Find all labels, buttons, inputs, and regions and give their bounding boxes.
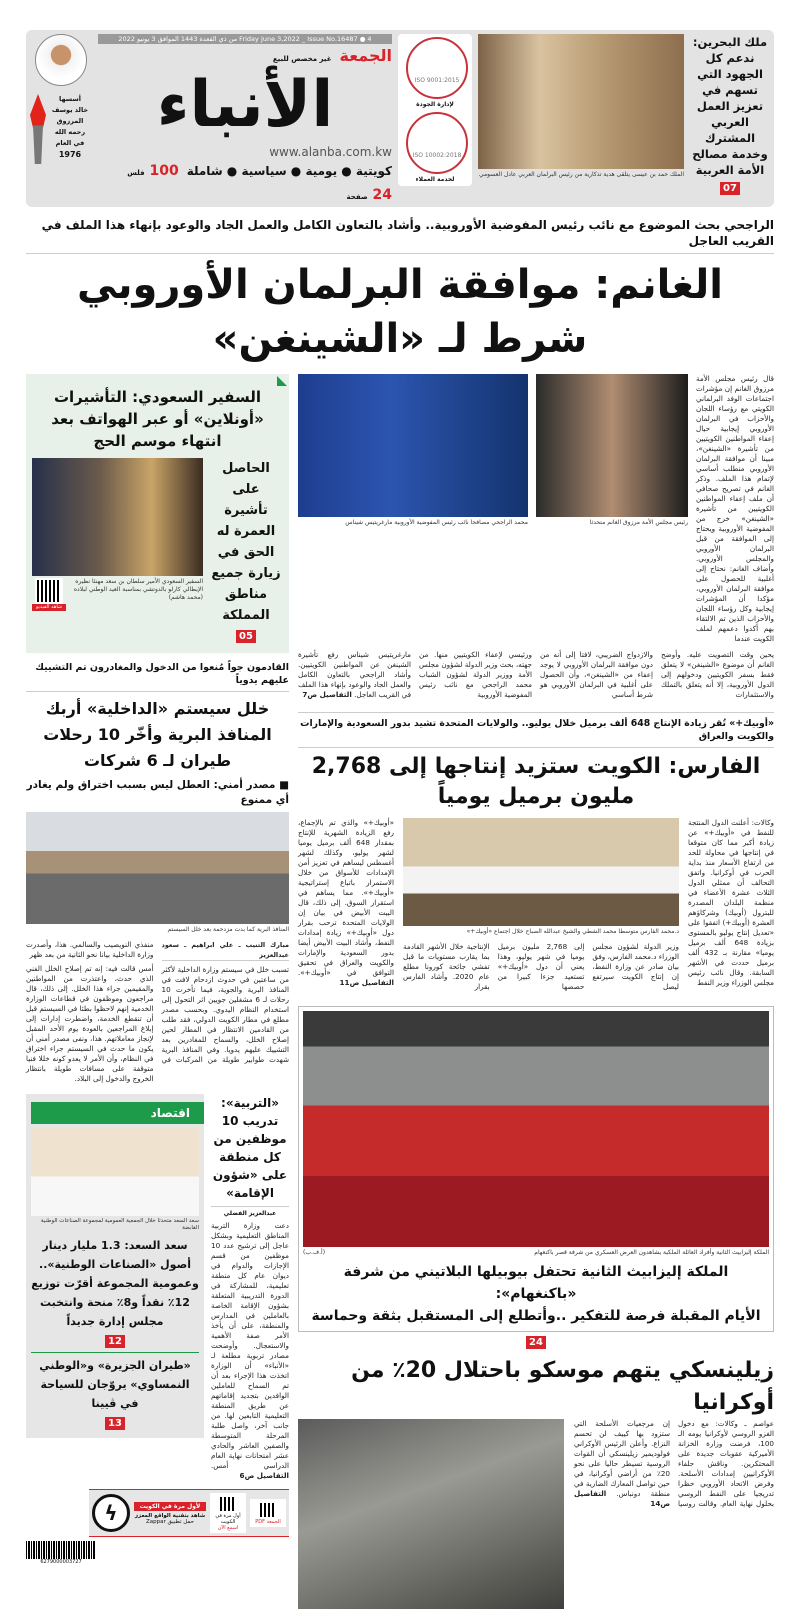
lead-body-text: مارغريتيس شيناس رفع تأشيرة الشينغن عن المواطنين الكويتيين. وأشاد الراجحي بالتعاون الكامل والعمل الجاد والوعود بإنهاء هذا الملف في القريب العاجل. [298, 650, 411, 699]
saudi-photo [32, 458, 203, 576]
ports-caption: المنافذ البرية كما بدت مزدحمة بعد خلل السيستم [167, 926, 289, 933]
iso-10002-seal [406, 112, 468, 174]
video-qr-code[interactable] [35, 578, 63, 604]
economy-page-tag[interactable]: 12 [105, 1335, 125, 1348]
opec-more-link[interactable]: التفاصيل ص11 [339, 978, 394, 987]
econ-edu-grid [26, 1094, 289, 1481]
ghanim-figure [536, 374, 688, 527]
lead-top-row [298, 374, 774, 644]
ports-subhead-text: مصدر أمني: العطل ليس بسبب اختراق ولم يغادر أي ممنوع [26, 779, 289, 806]
date-bar: Friday June 3,2022 _ Issue No.16487 ● 4 من ذي القعدة 1443 الموافق 3 يونيو 2022 [98, 34, 392, 44]
ukraine-headline[interactable]: زيلينسكي يتهم موسكو باحتلال 20٪ من أوكرانيا [351, 1358, 774, 1415]
saudi-side-column [209, 458, 283, 647]
education-headline[interactable]: «التربية»: تدريب 10 موظفين من كل منطقة على «شؤون الإقامة» [212, 1096, 288, 1200]
qr-audio-listen: اسمع الآن [217, 1525, 239, 1531]
royal-headline-1[interactable]: الملكة إليزابيث الثانية تحتفل بيوبيلها البلاتيني من شرفة «باكنغهام»: [343, 1264, 729, 1302]
ukraine-body-text: عواصم ـ وكالات: مع دخول الغزو الروسي لأوكرانيا يومه الـ 100، فرضت وزارة الخزانة الأميركية عقوبات جديدة على المحتكرين. وناقش حلفاء الأوكرانيين إمدادات الأسلحة. وفرض الاتحاد الأوروبي حظرا تدريجيا على النفط الروسي بحلول نهاية العام. وقالت روسيا إن مرجعيات الأسلحة التي ستزود بها كييف لن تحسم النزاع. وأعلن الرئيس الأوكراني فولوديمير زيلينسكي أن القوات الروسية تسيطر حاليا على نحو 20٪ من أراضي أوكرانيا، في حين تواصل المعارك الضارية في منطقة دونباس. [574, 1419, 774, 1508]
website: www.alanba.com.kw [269, 145, 392, 159]
airline-page-tag[interactable]: 13 [105, 1417, 125, 1430]
ports-byline: مبارك التنيب ـ علي ابراهيم ـ سعود عبدالعزيز [161, 941, 289, 959]
video-qr-label[interactable]: شاهد الفيديو [32, 604, 66, 611]
barcode-number: 6279000003727 [40, 1559, 82, 1565]
opec-row [298, 818, 774, 996]
ports-photo [26, 812, 289, 924]
lead-body-col5 [298, 650, 411, 700]
page-count-unit: صفحة [346, 193, 368, 201]
qr-code [258, 1501, 278, 1519]
price [127, 163, 178, 179]
qr-audio-label: أول مرة في الكويت [215, 1513, 241, 1525]
ports-body-right: تسبب خلل في سيستم وزارة الداخلية لأكثر من ساعتين في حدوث ازدحام لافت في المنافذ البرية والجوية، فيما تأخرت 10 رحلات لـ 6 مشغلين جويين اثر التحول إلى استخدام النظام اليدوي. وبحسب مصدر مطلع في مطار الكويت الدولي، فقد طلب من القادمين الانتظار في المطار لحين إصلاح الخلل، والسماح للمغادرين بعد التشييك عليهم يدويا. وفي المنافذ البرية شهدت طوابير طويلة من المركبات في منفذي النويصيب والسالمي. هذا، وأصدرت وزارة الداخلية بيانا نحو الثانية من بعد ظهر [26, 940, 289, 1064]
economy-section-label [31, 1102, 204, 1124]
iso-9001-seal [406, 37, 468, 99]
opec-body-right: وكالات: أعلنت الدول المنتجة للنفط في «أوبيك+» عن زيادة أكبر مما كان متوقعا في إنتاجها في محاولة للحد من ارتفاع الأسعار منذ بداية الحرب في أوكرانيا. واتفق التحالف أن ممثلي الدول الثلاث عشرة الأعضاء في منظمة البلدان المصدرة للبترول (أوبيك) وشركاؤهم العشرة (أوبيك+) اتفقوا على «تعديل إنتاج يوليو بالمستوى بزيادة 648 ألف برميل يوميا» مقارنة بـ 432 ألف برميل حددت في الأشهر السابقة. وقال نائب رئيس مجلس الوزراء وزير النفط [688, 818, 774, 987]
founder-line: أسسها [59, 95, 81, 103]
day-row [98, 46, 392, 65]
education-byline: عبدالعزيز الفضلي [211, 1206, 289, 1217]
bahrain-headline[interactable]: ملك البحرين: ندعم كل الجهود التي تسهم في تعزيز العمل العربي المشترك وخدمة مصالح الأمة العربية [692, 35, 768, 177]
bahrain-column [690, 34, 770, 199]
royal-balcony-photo [303, 1011, 769, 1247]
page-count [347, 187, 392, 203]
founder-column [30, 34, 92, 164]
founder-block [30, 94, 92, 164]
royal-caption-row [303, 1247, 769, 1257]
royal-caption: الملكة إليزابيث الثانية وأفراد العائلة الملكية يشاهدون العرض العسكري من شرفة قصر باكنغهام [534, 1249, 769, 1256]
lead-headline[interactable]: الغانم: موافقة البرلمان الأوروبي شرط لـ «الشينغن» [77, 262, 723, 362]
opec-body-b2: إلى 2,768 مليون برميل يوميا في شهر يوليو، وهذا يعني أن دول «أوبيك+» تستعيد جزءا كبيرا من حصصها [497, 942, 585, 991]
price-unit: فلس [127, 169, 145, 177]
opec-photo [403, 818, 679, 926]
promo-text [134, 1502, 206, 1525]
founder-line: خالد يوسف [51, 106, 89, 114]
saudi-side-headline: الحاصل على تأشيرة العمرة له الحق في زيارة جميع مناطق المملكة [211, 461, 281, 623]
lead-body-col4: ورئيسي لإعفاء الكويتيين منها. من جهته، بحث وزير الدولة لشؤون مجلس الأمة ووزير الدولة لشؤون الشباب محمد الراجحي مع نائب رئيس المفوضية الأوروبية [419, 650, 532, 699]
airline-headline[interactable]: «طيران الجزيرة» و«الوطني النمساوي» يروّجان للسياحة في ڤيينا [31, 1352, 199, 1413]
royal-credit: (أ.ف.ب) [303, 1249, 326, 1256]
day-label: الجمعة [339, 46, 392, 65]
education-body-text: دعت وزارة التربية المناطق التعليمية وبشكل عاجل إلى ترشيح عدد 10 موظفين من قسم الإجازات والدوام في ديوان عام كل منطقة تعليمية، للمشاركة في الدورة التدريبية المتعلقة بشؤون الإقامة الخاصة بالعاملين في المدارس والمنطقة، على أن يأخذ الأمر صفة الأهمية والاستعجال. وأوضحت مصادر تربوية مطلعة لـ «الأنباء» أن الوزارة اتخذت هذا الإجراء بعد أن تم السماح للعاملين الوافدين بتجديد إقاماتهم عن طريق المنطقة التعليمية التابعين لها. من جانب آخر، واصل طلبة المرحلة المتوسطة والصفين العاشر والحادي عشر امتحانات نهاية العام الدراسي أمس. [211, 1221, 289, 1470]
royal-box [298, 1006, 774, 1332]
founder-line: المرزوق [56, 117, 84, 125]
promo-first-badge: لأول مرة في الكويت [134, 1502, 206, 1511]
video-qr[interactable] [32, 578, 66, 611]
ar-logo-icon: ϟ [92, 1494, 130, 1532]
saudi-box [26, 374, 289, 653]
lead-body-col3: والازدواج الضريبي، لافتا إلى أنه من دون موافقة البرلمان الأوروبي لا يوجد إعفاء من «الشينغن»، وأن الحصول على أغلبية في البرلمان الأوروبي هو شرط أساسي [540, 650, 653, 699]
opec-headline[interactable]: الفارس: الكويت ستزيد إنتاجها إلى 2,768 مليون برميل يومياً [311, 754, 761, 809]
tagline-row [98, 163, 392, 203]
ports-body-left: أمس قالت فيه: إنه تم إصلاح الخلل الفني الذي حدث، واعتذرت من المواطنين والمقيمين جراء هذا الخلل. إلى ذلك، قال مراجعون وموظفون في قطاعات الوزارة الخدمية إنهم لاحظوا بطئا في السيستم قبل أن تنقطع الخدمة، واضطرت إدارات إلى إبلاغ المراجعين بالعودة يوم الأحد المقبل لإنجاز معاملاتهم. هذا، ونفى مصدر أمني أن يكون ما حدث في السيستم جراء اختراق في النظام، وأن الأمر لا يعدو كونه خللا فنيا متوقفة على مسافات طويلة بانتظار الخروج والدخول إلى البلاد. [26, 964, 154, 1083]
education-more-link[interactable]: التفاصيل ص6 [239, 1471, 289, 1480]
saudi-row [32, 458, 283, 647]
eu-figure [298, 374, 528, 527]
ukraine-more-link[interactable]: التفاصيل ص14 [574, 1489, 670, 1508]
economy-headline[interactable]: سعد السعد: 1.3 مليار دينار أصول «الصناعات الوطنية».. وعمومية المجموعة أقرّت توزيع 12٪ نقداً و8٪ منحة وانتخبت مجلس إدارة جديداً [31, 1239, 199, 1328]
saudi-caption-row [32, 578, 203, 611]
founder-note [48, 94, 92, 164]
founder-line: في العام [55, 139, 85, 147]
not-for-sale: غير مخصص للبيع [272, 55, 332, 63]
lead-body-col2: يحين وقت التصويت عليه. وأوضح الغانم أن موضوع «الشينغن» لا يتعلق فقط بسفر الكويتيين ودخولهم إلى الدول الأوروبية، إلا أنه يتعلق بالتملك والاستثمارات [661, 650, 774, 699]
ghanim-caption: رئيس مجلس الأمة مرزوق الغانم متحدثا [589, 519, 688, 526]
barcode-block [26, 1541, 96, 1565]
economy-photo [31, 1128, 199, 1216]
founder-line: رحمه الله [54, 128, 86, 136]
opec-caption: د.محمد الفارس متوسطا محمد الشطي والشيخ عبدالله الصباح خلال اجتماع «أوبيك+» [466, 928, 679, 935]
main-grid [26, 374, 774, 1609]
opec-figure [403, 818, 679, 996]
founder-line: 1976 [58, 150, 82, 159]
logo-area [98, 34, 392, 203]
opec-kicker: «أوبيك+» تُقر زيادة الإنتاج 648 ألف برميل خلال يوليو.. والولايات المتحدة تشيد بدور السعودية والإمارات والكويت والعراق [298, 712, 774, 748]
eu-meeting-photo [298, 374, 528, 517]
qr-audio[interactable] [210, 1493, 246, 1533]
qr-code [218, 1495, 238, 1513]
education-body [211, 1221, 289, 1481]
saudi-figure [32, 458, 203, 611]
royal-page-tag[interactable]: 24 [526, 1336, 546, 1349]
saudi-caption: السفير السعودي الأمير سلطان بن سعد مهنئا نظيره الإيطالي كارلو بالدوتشي بمناسبة العيد الوطني لبلاده (محمد هاشم) [73, 578, 203, 601]
price-value: 100 [149, 163, 179, 179]
lead-body-right: قال رئيس مجلس الأمة مرزوق الغانم إن مؤشرات اجتماعات الوفد البرلماني الكويتي مع رؤساء اللجان والأحزاب في البرلمان الأوروبي إيجابية حيال إعفاء المواطنين الكويتيين من تأشيرة «الشينغن»، مبينا أن موافقة البرلمان الأوروبي منطلب أساسي لإتمام هذا الملف. وذكر الغانم في تصريح صحافي أن ملف إعفاء المواطنين الكويتيين من تأشيرة «الشينغن» خرج من المفوضية الأوروبية ويحتاج إلى الموافقة من قبل البرلمان الأوروبي والمجلس الأوروبي. وأضاف الغانم: نحتاج إلى أغلبية للحصول على موافقة البرلمان الأوروبي، مؤكدا أن المؤشرات إيجابية وكل رؤساء اللجان والأحزاب الذين تم الالتقاء بهم أكدوا دعمهم لملف الكويت عندما [696, 374, 774, 643]
bahrain-figure [478, 34, 684, 179]
lead-more-link[interactable]: التفاصيل ص7 [302, 690, 352, 699]
promo-watch: شاهد بتقنية الواقع المعزز [134, 1512, 206, 1519]
iso-9001-label: لإدارة الجودة [416, 101, 454, 108]
iso-10002-label: لخدمة العملاء [415, 176, 455, 183]
left-column [26, 374, 289, 1565]
barcode [26, 1541, 96, 1559]
ukraine-row [298, 1419, 774, 1609]
economy-box [26, 1094, 204, 1438]
bahrain-caption: الملك حمد بن عيسى يتلقى هدية تذكارية من رئيس البرلمان العربي عادل العسومي [478, 171, 684, 178]
ghanim-photo [536, 374, 688, 517]
square-bullet-icon: ■ [275, 779, 289, 791]
bahrain-page-tag[interactable]: 07 [720, 182, 740, 195]
ports-kicker: القادمون جواً مُنعوا من الدخول والمغادرون تم التشييك عليهم يدوياً [26, 661, 289, 692]
masthead [26, 30, 774, 207]
opec-body-b3: الإنتاجية خلال الأشهر القادمة بما يقارب مستويات ما قبل تفشي جائحة كورونا مطلع عام 2020. وأشاد الفارس بقرار [403, 942, 490, 991]
economy-section-text: اقتصاد [150, 1106, 190, 1120]
tagline: كويتية ● يومية ● سياسية ● شاملة [186, 164, 392, 178]
ports-body-columns [26, 940, 289, 1084]
promo-strip [89, 1489, 289, 1537]
qr-pdf-label: الجمعة PDF [255, 1519, 281, 1525]
right-column [298, 374, 774, 1609]
eu-caption: محمد الراجحي مصافحا نائب رئيس المفوضية الأوروبية مارغريتيس شيناس [345, 519, 528, 526]
opec-body-text: «أوبيك+» والذي تم بالإجماع، رفع الزيادة الشهرية للإنتاج بمقدار 648 ألف برميل يوميا لشهر يوليو، وكذلك لشهر أغسطس ليساهم في تعزيز أمن الإمدادات للأسواق من خلال الاستمرار باتباع إستراتيجية «أوبيك+». مما يساهم في استقرار السوق. إلى ذلك، قال البيت الأبيض في بيان إن الولايات المتحدة ترحب بقرار دول «أوبيك+» زيادة إمدادات النفط، وأشاد البيت الأبيض أيضا بدور السعودية والإمارات والكويت والعراق في تحقيق التوافق في «أوبيك+». [298, 818, 394, 977]
lead-kicker: الراجحي بحث الموضوع مع نائب رئيس المفوضية الأوروبية.. وأشاد بالتعاون الكامل والعمل الجاد والوعود بإنهاء هذا الملف في القريب العاجل [26, 217, 774, 254]
ports-headline[interactable]: خلل سيستم «الداخلية» أربك المنافذ البرية وأخّر 10 رحلات طيران لـ 6 شركات [43, 699, 272, 770]
corner-marker-icon [277, 376, 287, 386]
royal-headline-2[interactable]: الأيام المقبلة فرصة للتفكير ..وأتطلع إلى المستقبل بثقة وحماسة [311, 1308, 761, 1324]
opec-body-b1: وزير الدولة لشؤون مجلس الوزراء د.محمد الفارس، وفق بيان صادر عن وزارة النفط، إن إنتاج الكويت سيرتفع ليصل [592, 942, 679, 991]
lead-body-columns [298, 650, 774, 704]
opec-body-columns [403, 942, 679, 996]
logo: الأنباء [156, 68, 334, 142]
qr-pdf[interactable] [250, 1499, 286, 1527]
ukraine-photo [298, 1419, 564, 1609]
education-column [211, 1094, 289, 1481]
iso-9001-text: ISO 9001:2015 [414, 77, 460, 84]
promo-app[interactable]: حمل تطبيق Zappar [146, 1518, 194, 1525]
bahrain-photo [478, 34, 684, 169]
opec-body-left [298, 818, 394, 988]
founder-portrait [35, 34, 87, 86]
iso-badges [398, 34, 472, 186]
ukraine-body [574, 1419, 774, 1509]
saudi-headline[interactable]: السفير السعودي: التأشيرات «أونلاين» أو عبر الهواتف بعد انتهاء موسم الحج [51, 388, 264, 450]
iso-10002-text: ISO 10002:2018 [412, 152, 462, 159]
page-count-value: 24 [372, 187, 392, 203]
flame-pen-icon [30, 94, 46, 164]
economy-caption: سعد السعد متحدثا خلال الجمعية العمومية لمجموعة الصناعات الوطنية القابضة [40, 1218, 199, 1231]
ports-subhead [26, 778, 289, 808]
saudi-page-tag[interactable]: 05 [236, 630, 256, 643]
